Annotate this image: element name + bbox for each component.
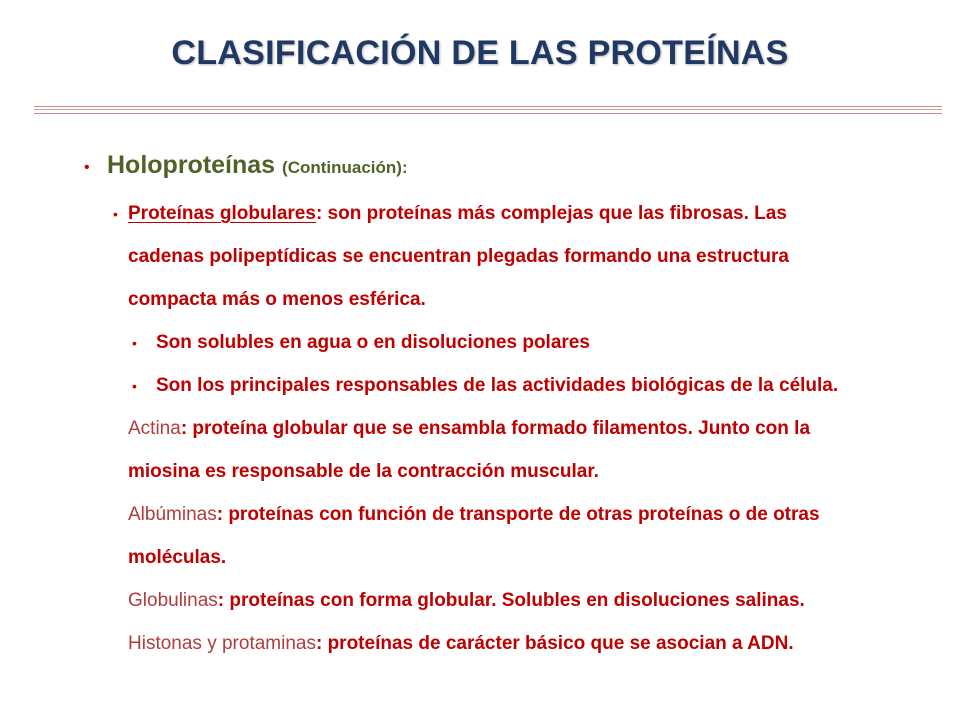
intro-text-1: : son proteínas más complejas que las fibrosas. Las (315, 203, 787, 224)
globulinas-line (128, 590, 805, 612)
intro-line-3: compacta más o menos esférica. (128, 289, 426, 310)
histonas-term: Histonas y protaminas (128, 633, 316, 654)
slide-title: CLASIFICACIÓN DE LAS PROTEÍNAS (171, 34, 789, 72)
intro-line-1 (128, 203, 787, 225)
heading-text: Holoproteínas (107, 151, 276, 179)
albuminas-line-1 (128, 504, 820, 526)
histonas-line (128, 633, 794, 655)
actina-line-1 (128, 418, 810, 440)
section-heading (107, 151, 408, 180)
point-soluble: Son solubles en agua o en disoluciones polares (156, 332, 590, 353)
albuminas-term: Albúminas (128, 504, 217, 525)
albuminas-line-2: moléculas. (128, 547, 227, 568)
intro-line-2: cadenas polipeptídicas se encuentran plegadas formando una estructura (128, 246, 789, 267)
bullet-icon: • (132, 335, 137, 351)
actina-term: Actina (128, 418, 181, 439)
bullet-icon: • (84, 159, 90, 176)
albuminas-text-1: : proteínas con función de transporte de otras proteínas o de otras (216, 504, 820, 525)
bullet-icon: • (132, 378, 137, 394)
histonas-text: : proteínas de carácter básico que se asocian a ADN. (315, 633, 794, 654)
actina-line-2: miosina es responsable de la contracción muscular. (128, 461, 599, 482)
heading-note: (Continuación): (282, 158, 408, 177)
bullet-icon: • (113, 206, 118, 222)
globulinas-text: : proteínas con forma globular. Solubles en disoluciones salinas. (217, 590, 805, 611)
intro-term: Proteínas globulares (128, 203, 316, 224)
globulinas-term: Globulinas (128, 590, 218, 611)
point-responsables: Son los principales responsables de las actividades biológicas de la célula. (156, 375, 839, 396)
actina-text-1: : proteína globular que se ensambla formado filamentos. Junto con la (180, 418, 811, 439)
